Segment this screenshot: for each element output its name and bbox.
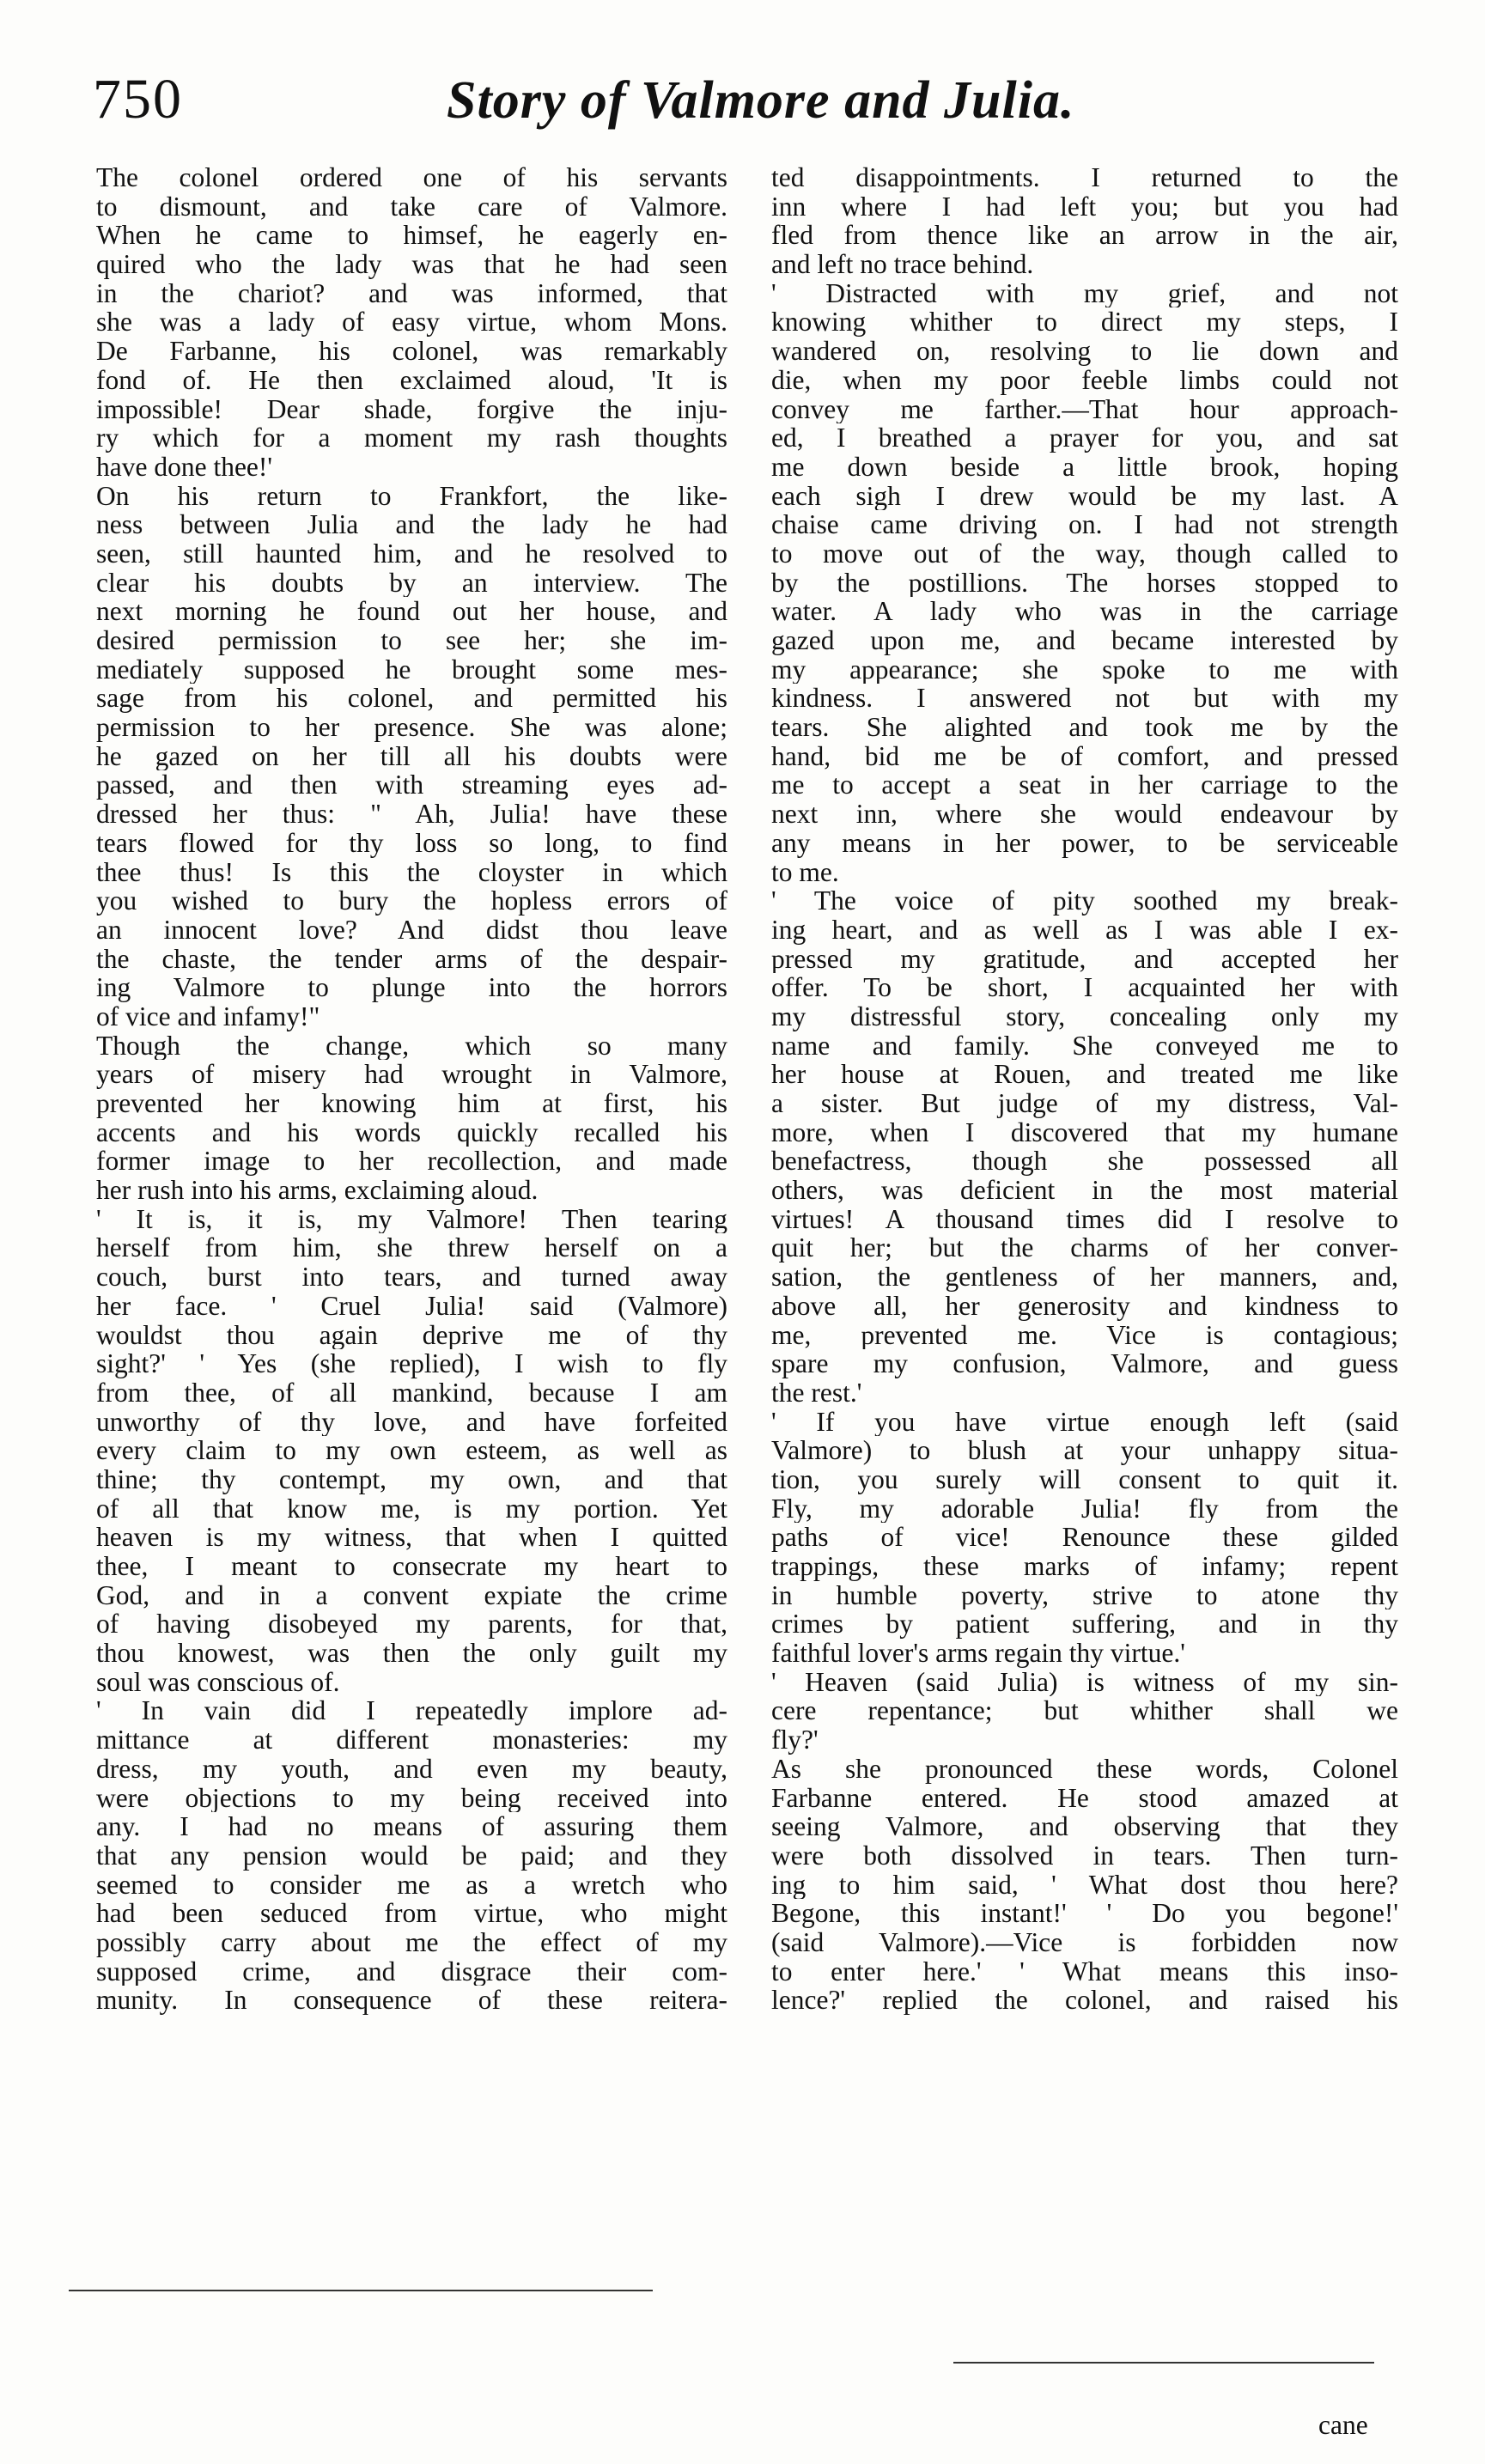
text-line: chaise came driving on. I had not strength <box>771 510 1398 539</box>
text-line: clear his doubts by an interview. The <box>96 568 727 598</box>
text-line: ing heart, and as well as I was able I ex- <box>771 915 1398 945</box>
catchword: cane <box>1318 2410 1368 2440</box>
text-line: and left no trace behind. <box>771 250 1034 279</box>
text-line: tion, you surely will consent to quit it. <box>771 1464 1398 1494</box>
text-line: she was a lady of easy virtue, whom Mons. <box>96 307 727 338</box>
text-line: you wished to bury the hopless errors of <box>96 886 727 916</box>
text-line: her house at Rouen, and treated me like <box>771 1060 1398 1089</box>
text-line: my distressful story, concealing only my <box>771 1001 1398 1031</box>
text-line: quit her; but the charms of her conver- <box>771 1233 1398 1263</box>
text-line: wouldst thou again deprive me of thy <box>96 1320 727 1350</box>
text-line: more, when I discovered that my humane <box>771 1117 1398 1147</box>
text-line: her face. ' Cruel Julia! said (Valmore) <box>96 1291 727 1321</box>
text-line: Valmore) to blush at your unhappy situa- <box>771 1436 1398 1465</box>
text-line: Begone, this instant!' ' Do you begone!' <box>771 1899 1398 1928</box>
text-line: were both dissolved in tears. Then turn- <box>771 1840 1398 1871</box>
text-line: On his return to Frankfort, the like- <box>96 481 727 511</box>
text-line: of all that know me, is my portion. Yet <box>96 1494 727 1524</box>
text-line: Farbanne entered. He stood amazed at <box>771 1783 1398 1813</box>
text-line: herself from him, she threw herself on a <box>96 1233 727 1263</box>
text-line: passed, and then with streaming eyes ad- <box>96 770 727 800</box>
text-line: sight?' ' Yes (she replied), I wish to fly <box>96 1349 727 1378</box>
text-line: pressed my gratitude, and accepted her <box>771 944 1398 974</box>
bottom-rule-right <box>953 2362 1374 2364</box>
text-line: me down beside a little brook, hoping <box>771 452 1398 482</box>
text-line: munity. In consequence of these reitera- <box>96 1986 727 2015</box>
text-line: of vice and infamy!" <box>96 1001 320 1031</box>
text-line: wandered on, resolving to lie down and <box>771 337 1398 366</box>
text-line: to move out of the way, though called to <box>771 538 1398 569</box>
text-line: ing to him said, ' What dost thou here? <box>771 1870 1398 1900</box>
text-line: any means in her power, to be serviceable <box>771 828 1398 858</box>
text-line: seen, still haunted him, and he resolved to <box>96 538 727 569</box>
text-line: die, when my poor feeble limbs could not <box>771 365 1398 395</box>
text-line: from thee, of all mankind, because I am <box>96 1378 727 1408</box>
text-line: cere repentance; but whither shall we <box>771 1696 1398 1726</box>
text-line: quired who the lady was that he had seen <box>96 250 727 279</box>
text-line: thee, I meant to consecrate my heart to <box>96 1552 727 1581</box>
text-line: name and family. She conveyed me to <box>771 1031 1398 1061</box>
text-line: seemed to consider me as a wretch who <box>96 1870 727 1900</box>
text-line: me, prevented me. Vice is contagious; <box>771 1320 1398 1350</box>
bottom-rule-left <box>69 2290 653 2291</box>
text-line: As she pronounced these words, Colonel <box>771 1754 1398 1784</box>
text-line: benefactress, though she possessed all <box>771 1147 1398 1177</box>
text-line: of having disobeyed my parents, for that, <box>96 1609 727 1640</box>
text-line: had been seduced from virtue, who might <box>96 1899 727 1928</box>
text-line: the chaste, the tender arms of the despair- <box>96 944 727 974</box>
text-line: a sister. But judge of my distress, Val- <box>771 1089 1398 1118</box>
text-line: unworthy of thy love, and have forfeited <box>96 1407 727 1437</box>
text-line: each sigh I drew would be my last. A <box>771 481 1398 511</box>
text-line: the rest.' <box>771 1378 862 1408</box>
text-line: to dismount, and take care of Valmore. <box>96 192 727 222</box>
text-line: years of misery had wrought in Valmore, <box>96 1060 727 1089</box>
text-line: Fly, my adorable Julia! fly from the <box>771 1494 1398 1524</box>
text-line: that any pension would be paid; and they <box>96 1840 727 1871</box>
running-title: Story of Valmore and Julia. <box>447 71 1075 130</box>
text-line: have done thee!' <box>96 452 273 482</box>
text-line: ing Valmore to plunge into the horrors <box>96 973 727 1002</box>
text-line: he gazed on her till all his doubts were <box>96 741 727 771</box>
text-line: in humble poverty, strive to atone thy <box>771 1580 1398 1610</box>
text-line: lence?' replied the colonel, and raised his <box>771 1986 1398 2015</box>
text-line: tears. She alighted and took me by the <box>771 713 1398 742</box>
text-line: desired permission to see her; she im- <box>96 626 727 655</box>
text-line: water. A lady who was in the carriage <box>771 597 1398 626</box>
text-line: supposed crime, and disgrace their com- <box>96 1956 727 1986</box>
text-line: sation, the gentleness of her manners, and, <box>771 1262 1398 1292</box>
text-line: God, and in a convent expiate the crime <box>96 1580 727 1610</box>
text-line: an innocent love? And didst thou leave <box>96 915 727 945</box>
text-line: ed, I breathed a prayer for you, and sat <box>771 423 1398 453</box>
text-line: thee thus! Is this the cloyster in which <box>96 857 727 887</box>
text-line: fly?' <box>771 1725 819 1755</box>
text-line: every claim to my own esteem, as well as <box>96 1436 727 1465</box>
text-line: When he came to himsef, he eagerly en- <box>96 221 727 251</box>
text-line: me to accept a seat in her carriage to the <box>771 770 1398 800</box>
text-line: spare my confusion, Valmore, and guess <box>771 1349 1398 1378</box>
text-line: convey me farther.—That hour approach- <box>771 394 1398 424</box>
text-line: my appearance; she spoke to me with <box>771 654 1398 684</box>
text-line: seeing Valmore, and observing that they <box>771 1812 1398 1841</box>
text-line: soul was conscious of. <box>96 1667 340 1697</box>
text-line: were objections to my being received into <box>96 1783 727 1813</box>
text-line: heaven is my witness, that when I quitted <box>96 1523 727 1552</box>
text-line: prevented her knowing him at first, his <box>96 1089 727 1118</box>
text-line: to me. <box>771 857 839 887</box>
text-line: ' It is, it is, my Valmore! Then tearing <box>96 1204 727 1234</box>
text-line: The colonel ordered one of his servants <box>96 163 727 192</box>
text-line: crimes by patient suffering, and in thy <box>771 1609 1398 1640</box>
text-line: faithful lover's arms regain thy virtue.' <box>771 1639 1185 1668</box>
text-line: virtues! A thousand times did I resolve to <box>771 1204 1398 1234</box>
text-line: thou knowest, was then the only guilt my <box>96 1639 727 1668</box>
text-line: gazed upon me, and became interested by <box>771 626 1398 655</box>
text-line: above all, her generosity and kindness to <box>771 1291 1398 1321</box>
text-line: dress, my youth, and even my beauty, <box>96 1754 727 1784</box>
text-line: fond of. He then exclaimed aloud, 'It is <box>96 365 727 395</box>
text-line: former image to her recollection, and made <box>96 1147 727 1177</box>
text-line: impossible! Dear shade, forgive the inju- <box>96 394 727 424</box>
text-line: Though the change, which so many <box>96 1031 727 1061</box>
text-line: ' If you have virtue enough left (said <box>771 1407 1398 1437</box>
text-line: ' Distracted with my grief, and not <box>771 278 1398 308</box>
text-line: kindness. I answered not but with my <box>771 684 1398 714</box>
text-line: her rush into his arms, exclaiming aloud. <box>96 1176 539 1205</box>
text-line: offer. To be short, I acquainted her with <box>771 973 1398 1002</box>
text-line: ' In vain did I repeatedly implore ad- <box>96 1696 727 1726</box>
text-line: mittance at different monasteries: my <box>96 1725 727 1755</box>
text-line: (said Valmore).—Vice is forbidden now <box>771 1927 1398 1957</box>
text-line: possibly carry about me the effect of my <box>96 1927 727 1957</box>
text-line: knowing whither to direct my steps, I <box>771 307 1398 338</box>
text-line: fled from thence like an arrow in the air, <box>771 221 1398 251</box>
text-line: next inn, where she would endeavour by <box>771 800 1398 829</box>
text-line: tears flowed for thy loss so long, to find <box>96 828 727 858</box>
text-line: others, was deficient in the most material <box>771 1176 1398 1205</box>
text-line: couch, burst into tears, and turned away <box>96 1262 727 1292</box>
text-line: thine; thy contempt, my own, and that <box>96 1464 727 1494</box>
text-line: accents and his words quickly recalled his <box>96 1117 727 1147</box>
text-line: inn where I had left you; but you had <box>771 192 1398 222</box>
text-line: ness between Julia and the lady he had <box>96 510 727 539</box>
text-line: trappings, these marks of infamy; repent <box>771 1552 1398 1581</box>
text-line: hand, bid me be of comfort, and pressed <box>771 741 1398 771</box>
text-line: ' Heaven (said Julia) is witness of my sin- <box>771 1667 1398 1697</box>
text-line: by the postillions. The horses stopped to <box>771 568 1398 598</box>
text-line: to enter here.' ' What means this inso- <box>771 1956 1398 1986</box>
text-line: ted disappointments. I returned to the <box>771 163 1398 192</box>
text-line: sage from his colonel, and permitted his <box>96 684 727 714</box>
text-line: De Farbanne, his colonel, was remarkably <box>96 337 727 366</box>
text-line: ' The voice of pity soothed my break- <box>771 886 1398 916</box>
left-column <box>96 163 727 2015</box>
text-line: permission to her presence. She was alone; <box>96 713 727 742</box>
right-column <box>771 163 1398 2015</box>
text-line: ry which for a moment my rash thoughts <box>96 423 727 453</box>
page-number: 750 <box>93 68 183 131</box>
text-line: paths of vice! Renounce these gilded <box>771 1523 1398 1552</box>
text-line: next morning he found out her house, and <box>96 597 727 626</box>
text-line: mediately supposed he brought some mes- <box>96 654 727 684</box>
text-line: any. I had no means of assuring them <box>96 1812 727 1841</box>
text-line: in the chariot? and was informed, that <box>96 278 727 308</box>
text-line: dressed her thus: " Ah, Julia! have these <box>96 800 727 829</box>
